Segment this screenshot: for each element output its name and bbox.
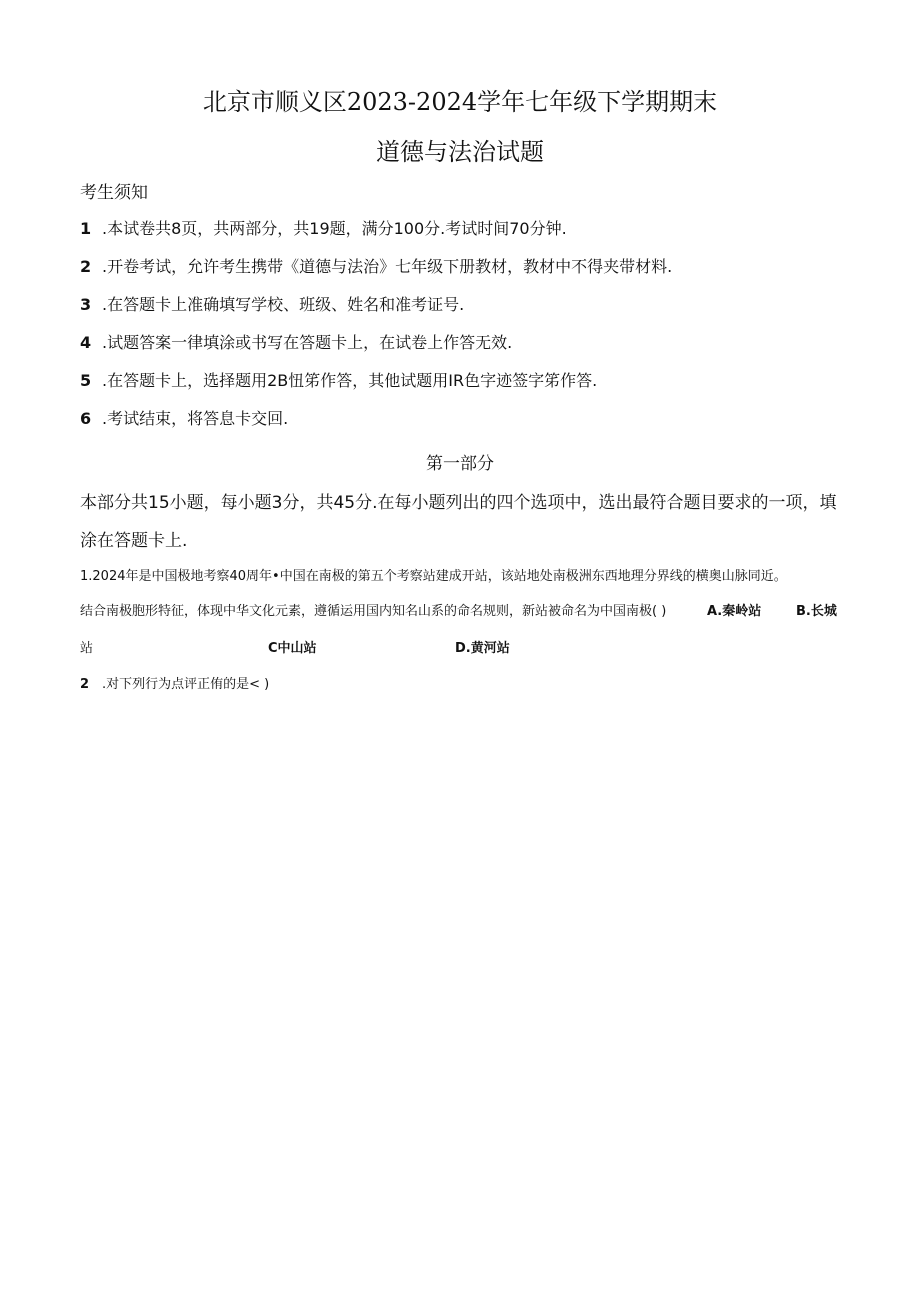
option-d: D.黄河站	[455, 641, 510, 656]
exam-title: 北京市顺义区2023-2024学年七年级下学期期末	[202, 88, 718, 116]
notice-item-text: .在答题卡上准确填写学校、班级、姓名和准考证号.	[102, 295, 465, 314]
question-2	[80, 673, 842, 693]
question-1-stem-text: 结合南极胞形特征，体现中华文化元素，遵循运用国内知名山系的命名规则，新站被命名为中国南极( )	[80, 604, 667, 619]
notice-item-text: .试题答案一律填涂或书写在答题卡上，在试卷上作答无效.	[102, 333, 513, 352]
notice-item	[80, 216, 840, 240]
notice-item-number: 3	[80, 295, 92, 314]
notice-item-text: .开卷考试，允许考生携带《道德与法治》七年级下册教材，教材中不得夹带材料.	[102, 257, 673, 276]
section-intro: 本部分共15小题，每小题3分，共45分.在每小题列出的四个选项中，选出最符合题目要求的一项，填涂在答题卡上.	[80, 493, 837, 551]
notice-item-number: 4	[80, 333, 92, 352]
notice-item-number: 2	[80, 257, 92, 276]
notice-item-number: 1	[80, 219, 92, 238]
notice-item-text: .在答题卡上，选择题用2B忸笫作答，其他试题用IR色字迹签字笫作答.	[102, 371, 598, 390]
notice-item-text: .考试结束，将答息卡交回.	[102, 409, 289, 428]
exam-subject-title: 道德与法治试题	[376, 138, 544, 166]
option-b: B.长城	[796, 604, 837, 619]
notice-item-number: 5	[80, 371, 92, 390]
option-b-continued: 站	[80, 641, 94, 656]
section-title: 第一部分	[426, 454, 494, 474]
question-1-stem-line2	[80, 600, 842, 620]
question-1-stem-line1: 1.2024年是中国极地考察40周年•中国在南极的第五个考察站建成开站，该站地处南极洲东西地理分界线的横奥山脉同近。	[80, 569, 787, 584]
notice-item	[80, 254, 840, 278]
question-2-stem: .对下列行为点评正侑的是< )	[102, 677, 270, 692]
option-a: A.秦岭站	[707, 604, 762, 619]
notice-item-text: .本试卷共8页，共两部分，共19题，满分100分.考试时间70分钟.	[102, 219, 567, 238]
question-2-number: 2	[80, 677, 90, 692]
notice-item	[80, 368, 840, 392]
question-1-options	[80, 637, 842, 657]
option-c: C中山站	[268, 641, 317, 656]
notice-item	[80, 292, 840, 316]
notice-item-number: 6	[80, 409, 92, 428]
notice-item	[80, 406, 840, 430]
notice-heading: 考生须知	[80, 183, 148, 203]
notice-item	[80, 330, 840, 354]
